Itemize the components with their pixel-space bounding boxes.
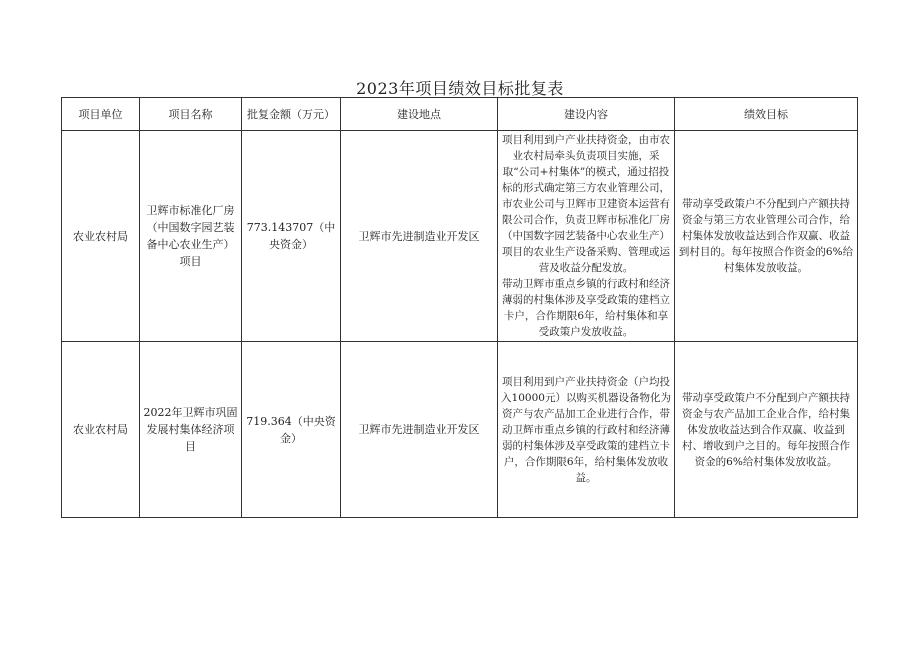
- header-content: 建设内容: [498, 98, 675, 131]
- content-paragraph: 项目利用到户产业扶持资金，由市农业农村局牵头负责项目实施，采取“公司+村集体”的模式，通过招投标的形式确定第三方农业管理公司，市农业公司与卫辉市卫建资本运营有限公司合作，负责卫辉市标准化厂房（中国数字园艺装备中心农业生产）项目的农业生产设备采购、管理或运营及收益分配发放。: [502, 134, 670, 274]
- content-paragraph: 项目利用到户产业扶持资金（户均投入10000元）以购买机器设备物化为资产与农产品加工企业进行合作，带动卫辉市重点乡镇的行政村和经济薄弱的村集体涉及享受政策的建档立卡户，合作期限6年，给村集体发放收益。: [501, 375, 671, 484]
- cell-unit: 农业农村局: [62, 342, 140, 518]
- table-row: [62, 131, 858, 342]
- cell-amount: 773.143707（中央资金）: [242, 131, 341, 342]
- table-row: [62, 342, 858, 518]
- cell-location: 卫辉市先进制造业开发区: [341, 131, 498, 342]
- content-paragraph: 带动卫辉市重点乡镇的行政村和经济薄弱的村集体涉及享受政策的建档立卡户，合作期限6年，给村集体和享受政策户发放收益。: [502, 278, 670, 338]
- document-title: 2023年项目绩效目标批复表: [356, 79, 564, 98]
- cell-content: [498, 342, 675, 518]
- table-header-row: [62, 98, 858, 131]
- cell-name: 卫辉市标准化厂房（中国数字园艺装备中心农业生产）项目: [140, 131, 242, 342]
- cell-goal: 带动享受政策户不分配到户产额扶持资金与第三方农业管理公司合作，给村集体发放收益达到合作双赢、收益到村目的。每年按照合作资金的6%给村集体发放收益。: [675, 131, 858, 342]
- header-name: 项目名称: [140, 98, 242, 131]
- header-location: 建设地点: [341, 98, 498, 131]
- header-goal: 绩效目标: [675, 98, 858, 131]
- cell-goal: 带动享受政策户不分配到户产额扶持资金与农产品加工企业合作，给村集体发放收益达到合作双赢、收益到村、增收到户之目的。每年按照合作资金的6%给村集体发放收益。: [675, 342, 858, 518]
- cell-location: 卫辉市先进制造业开发区: [341, 342, 498, 518]
- header-unit: 项目单位: [62, 98, 140, 131]
- cell-amount: 719.364（中央资金）: [242, 342, 341, 518]
- cell-unit: 农业农村局: [62, 131, 140, 342]
- cell-name: 2022年卫辉市巩固发展村集体经济项目: [140, 342, 242, 518]
- performance-target-table: [61, 97, 858, 518]
- cell-content: [498, 131, 675, 342]
- header-amount: 批复金额（万元）: [242, 98, 341, 131]
